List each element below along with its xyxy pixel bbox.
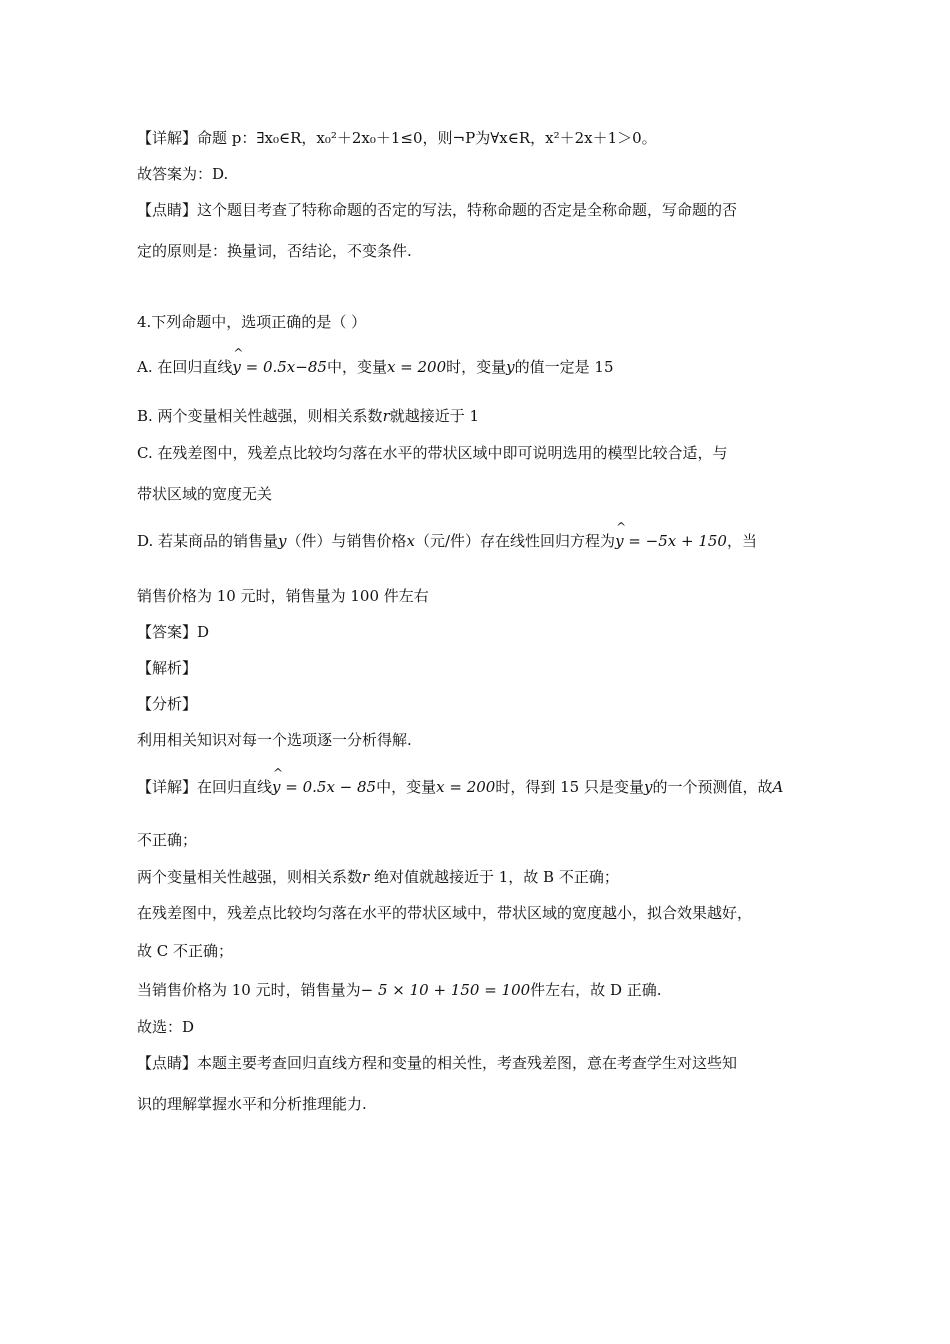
text-line: 定的原则是：换量词，否结论，不变条件. — [137, 242, 412, 260]
text-line: 故选：D — [137, 1018, 195, 1036]
text-line: 不正确； — [137, 831, 198, 849]
option-c: C. 在残差图中，残差点比较均匀落在水平的带状区域中即可说明选用的模型比较合适，与 — [137, 444, 728, 462]
formula: − 5 × 10 + 150 = 100 — [360, 981, 531, 999]
formula: ^ y = 0.5x − 85 — [272, 777, 376, 797]
text-line: 销售价格为 10 元时，销售量为 100 件左右 — [137, 587, 429, 605]
formula: x — [406, 532, 415, 550]
answer-line: 【答案】D — [137, 623, 210, 641]
section-label: 【分析】 — [137, 695, 198, 713]
formula: y — [506, 358, 515, 376]
text-line: 当销售价格为 10 元时，销售量为− 5 × 10 + 150 = 100件左右，故 D 正确. — [137, 981, 662, 999]
formula: ^ y = −5x + 150 — [615, 531, 727, 551]
section-label: 【解析】 — [137, 659, 198, 677]
text-line: 【点睛】这个题目考查了特称命题的否定的写法，特称命题的否定是全称命题，写命题的否 — [137, 201, 738, 219]
formula: x = 200 — [386, 358, 447, 376]
text-line: 故 C 不正确； — [137, 942, 234, 960]
option-b: B. 两个变量相关性越强，则相关系数r就越接近于 1 — [137, 407, 480, 425]
text-line: 识的理解掌握水平和分析推理能力. — [137, 1095, 367, 1113]
formula: r — [362, 868, 370, 886]
text-line: 带状区域的宽度无关 — [137, 485, 273, 503]
detail-line: 【详解】在回归直线^ y = 0.5x − 85中，变量x = 200时，得到 15 只是变量y的一个预测值，故A — [137, 777, 783, 797]
formula: ^ y = 0.5x−85 — [232, 357, 327, 377]
formula: x = 200 — [436, 778, 496, 796]
text-line: 利用相关知识对每一个选项逐一分析得解. — [137, 731, 412, 749]
option-d: D. 若某商品的销售量y（件）与销售价格x（元/件）存在线性回归方程为^ y = −5x + 150，当 — [137, 531, 757, 551]
formula: A — [772, 778, 784, 796]
text-line: 故答案为：D. — [137, 165, 229, 183]
formula: y — [278, 532, 287, 550]
text-line: 【点睛】本题主要考查回归直线方程和变量的相关性，考查残差图，意在考查学生对这些知 — [137, 1054, 738, 1072]
formula: r — [382, 407, 390, 425]
question-title: 4.下列命题中，选项正确的是（ ） — [137, 313, 367, 331]
text-line: 两个变量相关性越强，则相关系数r 绝对值就越接近于 1，故 B 不正确； — [137, 868, 619, 886]
option-a: A. 在回归直线^ y = 0.5x−85中，变量x = 200时，变量y的值一定是 15 — [137, 357, 614, 377]
text-line: 【详解】命题 p：∃x₀∈R，x₀²＋2x₀＋1≤0，则¬P为∀x∈R，x²＋2x＋1＞0。 — [137, 129, 657, 147]
formula: y — [643, 778, 653, 796]
text-line: 在残差图中，残差点比较均匀落在水平的带状区域中，带状区域的宽度越小，拟合效果越好， — [137, 904, 753, 922]
